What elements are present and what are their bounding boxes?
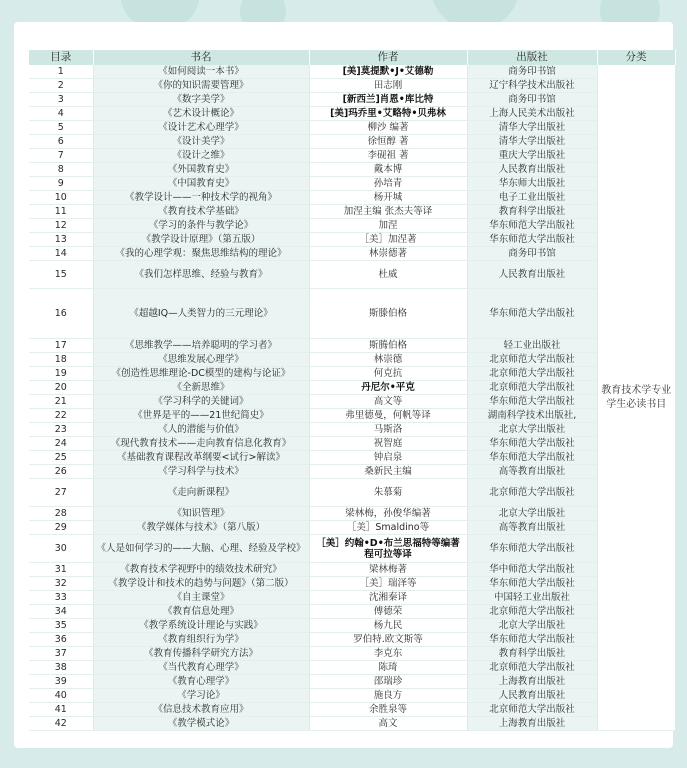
table-row — [29, 107, 675, 121]
book-publisher: 重庆大学出版社 — [467, 149, 597, 163]
book-title: 《教育技术学视野中的绩效技术研究》 — [93, 563, 309, 577]
book-title: 《教学系统设计理论与实践》 — [93, 619, 309, 633]
book-author: 桑新民主编 — [309, 465, 467, 479]
book-title: 《基础教育课程改革纲要<试行>解读》 — [93, 451, 309, 465]
book-publisher: 北京师范大学出版社 — [467, 381, 597, 395]
row-number: 38 — [29, 661, 93, 675]
book-title: 《教学设计原理》（第五版） — [93, 233, 309, 247]
book-author: 梁林梅，孙俊华编著 — [309, 507, 467, 521]
row-number: 11 — [29, 205, 93, 219]
book-author: 杨开城 — [309, 191, 467, 205]
row-number: 29 — [29, 521, 93, 535]
book-title: 《艺术设计概论》 — [93, 107, 309, 121]
book-author: 陈琦 — [309, 661, 467, 675]
book-publisher: 清华大学出版社 — [467, 121, 597, 135]
table-row — [29, 191, 675, 205]
book-title: 《人的潜能与价值》 — [93, 423, 309, 437]
book-publisher: 辽宁科学技术出版社 — [467, 79, 597, 93]
table-row — [29, 563, 675, 577]
book-title: 《教学设计和技术的趋势与问题》（第二版） — [93, 577, 309, 591]
table-row — [29, 437, 675, 451]
book-author: 弗里德曼，何帆等译 — [309, 409, 467, 423]
row-number: 9 — [29, 177, 93, 191]
row-number: 21 — [29, 395, 93, 409]
table-row — [29, 661, 675, 675]
row-number: 31 — [29, 563, 93, 577]
book-title: 《信息技术教育应用》 — [93, 703, 309, 717]
book-publisher: 教育科学出版社 — [467, 647, 597, 661]
book-author: 李克东 — [309, 647, 467, 661]
table-row — [29, 423, 675, 437]
table-row — [29, 177, 675, 191]
table-row — [29, 619, 675, 633]
book-publisher: 高等教育出版社 — [467, 465, 597, 479]
book-title: 《我们怎样思维、经验与教育》 — [93, 261, 309, 289]
book-title: 《超越IQ—人类智力的三元理论》 — [93, 289, 309, 339]
table-row — [29, 339, 675, 353]
row-number: 22 — [29, 409, 93, 423]
book-publisher: 北京师范大学出版社 — [467, 367, 597, 381]
book-author: 梁林梅著 — [309, 563, 467, 577]
book-publisher: 中国轻工业出版社 — [467, 591, 597, 605]
book-publisher: 北京师范大学出版社 — [467, 353, 597, 367]
book-author: 田志刚 — [309, 79, 467, 93]
row-number: 41 — [29, 703, 93, 717]
book-publisher: 上海教育出版社 — [467, 675, 597, 689]
table-row — [29, 261, 675, 289]
book-author: 柳沙 编著 — [309, 121, 467, 135]
book-author: 高文 — [309, 717, 467, 731]
book-author: ［美］Smaldino等 — [309, 521, 467, 535]
book-publisher: 人民教育出版社 — [467, 261, 597, 289]
row-number: 15 — [29, 261, 93, 289]
table-row — [29, 219, 675, 233]
book-author: 罗伯特.欧文斯等 — [309, 633, 467, 647]
book-publisher: 清华大学出版社 — [467, 135, 597, 149]
row-number: 19 — [29, 367, 93, 381]
table-row — [29, 591, 675, 605]
book-title: 《设计之维》 — [93, 149, 309, 163]
book-publisher: 华东师范大学出版社 — [467, 437, 597, 451]
book-author: ［美］瑞泽等 — [309, 577, 467, 591]
row-number: 40 — [29, 689, 93, 703]
table-row — [29, 465, 675, 479]
book-author: 马斯洛 — [309, 423, 467, 437]
book-publisher: 北京大学出版社 — [467, 619, 597, 633]
book-publisher: 人民教育出版社 — [467, 163, 597, 177]
book-title: 《教学模式论》 — [93, 717, 309, 731]
table-row — [29, 633, 675, 647]
book-author: 加涅主编 张杰夫等译 — [309, 205, 467, 219]
table-row — [29, 675, 675, 689]
table-row — [29, 535, 675, 563]
table-row — [29, 247, 675, 261]
book-publisher: 人民教育出版社 — [467, 689, 597, 703]
book-publisher: 华东师范大学出版社 — [467, 535, 597, 563]
book-publisher: 高等教育出版社 — [467, 521, 597, 535]
table-row — [29, 289, 675, 339]
book-title: 《教育组织行为学》 — [93, 633, 309, 647]
book-title: 《人是如何学习的——大脑、心理、经验及学校》 — [93, 535, 309, 563]
row-number: 3 — [29, 93, 93, 107]
book-title: 《设计艺术心理学》 — [93, 121, 309, 135]
row-number: 27 — [29, 479, 93, 507]
book-publisher: 商务印书馆 — [467, 247, 597, 261]
header-category: 分类 — [597, 50, 675, 65]
book-publisher: 北京师范大学出版社 — [467, 703, 597, 717]
book-publisher: 北京师范大学出版社 — [467, 605, 597, 619]
header-publisher: 出版社 — [467, 50, 597, 65]
row-number: 17 — [29, 339, 93, 353]
book-publisher: 教育科学出版社 — [467, 205, 597, 219]
book-author: 斯滕伯格 — [309, 289, 467, 339]
row-number: 24 — [29, 437, 93, 451]
book-title: 《走向新课程》 — [93, 479, 309, 507]
table-row — [29, 205, 675, 219]
table-row — [29, 233, 675, 247]
book-publisher: 轻工业出版社 — [467, 339, 597, 353]
row-number: 34 — [29, 605, 93, 619]
book-publisher: 华中师范大学出版社 — [467, 563, 597, 577]
row-number: 42 — [29, 717, 93, 731]
book-author: ［美］约翰•D•布兰思福特等编著 程可拉等译 — [309, 535, 467, 563]
table-row — [29, 717, 675, 731]
row-number: 12 — [29, 219, 93, 233]
book-title: 《我的心理学观：聚焦思维结构的理论》 — [93, 247, 309, 261]
book-title: 《思维发展心理学》 — [93, 353, 309, 367]
row-number: 18 — [29, 353, 93, 367]
book-title: 《学习科学与技术》 — [93, 465, 309, 479]
book-title: 《学习论》 — [93, 689, 309, 703]
book-publisher: 湖南科学技术出版社, — [467, 409, 597, 423]
book-title: 《中国教育史》 — [93, 177, 309, 191]
table-row — [29, 507, 675, 521]
category-cell: 教育技术学专业学生必读书目 — [597, 65, 675, 731]
book-title: 《如何阅读一本书》 — [93, 65, 309, 79]
book-author: 林崇德 — [309, 353, 467, 367]
book-title: 《设计美学》 — [93, 135, 309, 149]
book-title: 《思维教学——培养聪明的学习者》 — [93, 339, 309, 353]
table-row — [29, 577, 675, 591]
book-publisher: 北京大学出版社 — [467, 507, 597, 521]
row-number: 23 — [29, 423, 93, 437]
book-author: 杜威 — [309, 261, 467, 289]
book-author: 何克抗 — [309, 367, 467, 381]
book-title: 《教育技术学基础》 — [93, 205, 309, 219]
book-author: 余胜泉等 — [309, 703, 467, 717]
book-author: 李砚祖 著 — [309, 149, 467, 163]
table-row — [29, 163, 675, 177]
book-title: 《知识管理》 — [93, 507, 309, 521]
row-number: 2 — [29, 79, 93, 93]
book-title: 《数字美学》 — [93, 93, 309, 107]
book-publisher: 北京师范大学出版社 — [467, 661, 597, 675]
table-row — [29, 703, 675, 717]
book-list-table — [29, 50, 676, 731]
table-row — [29, 395, 675, 409]
book-title: 《学习的条件与教学论》 — [93, 219, 309, 233]
table-row — [29, 647, 675, 661]
book-publisher: 北京师范大学出版社 — [467, 479, 597, 507]
table-row — [29, 521, 675, 535]
row-number: 7 — [29, 149, 93, 163]
book-title: 《教学设计——一种技术学的视角》 — [93, 191, 309, 205]
header-author: 作者 — [309, 50, 467, 65]
table-row — [29, 605, 675, 619]
book-author: 孙培青 — [309, 177, 467, 191]
book-author: 斯腾伯格 — [309, 339, 467, 353]
book-publisher: 华东师范大学出版社 — [467, 577, 597, 591]
row-number: 1 — [29, 65, 93, 79]
book-publisher: 华东师范大学出版社 — [467, 233, 597, 247]
book-author: [新西兰]肖恩•库比特 — [309, 93, 467, 107]
book-author: 祝智庭 — [309, 437, 467, 451]
book-publisher: 上海人民美术出版社 — [467, 107, 597, 121]
book-title: 《学习科学的关键词》 — [93, 395, 309, 409]
row-number: 28 — [29, 507, 93, 521]
book-title: 《世界是平的——21世纪简史》 — [93, 409, 309, 423]
row-number: 33 — [29, 591, 93, 605]
header-title: 书名 — [93, 50, 309, 65]
row-number: 32 — [29, 577, 93, 591]
table-row — [29, 93, 675, 107]
table-row — [29, 689, 675, 703]
book-publisher: 商务印书馆 — [467, 65, 597, 79]
book-author: [美]玛乔里•艾略特•贝弗林 — [309, 107, 467, 121]
book-title: 《教学媒体与技术》（第八版） — [93, 521, 309, 535]
book-title: 《自主课堂》 — [93, 591, 309, 605]
book-publisher: 华东师范大学出版社 — [467, 395, 597, 409]
book-publisher: 华东师范大学出版社 — [467, 633, 597, 647]
book-author: 丹尼尔•平克 — [309, 381, 467, 395]
book-title: 《全新思维》 — [93, 381, 309, 395]
header-num: 目录 — [29, 50, 93, 65]
book-publisher: 上海教育出版社 — [467, 717, 597, 731]
table-row — [29, 121, 675, 135]
table-row — [29, 79, 675, 93]
book-title: 《教育心理学》 — [93, 675, 309, 689]
table-row — [29, 409, 675, 423]
row-number: 4 — [29, 107, 93, 121]
book-author: 邵瑞珍 — [309, 675, 467, 689]
book-title: 《教育传播科学研究方法》 — [93, 647, 309, 661]
book-title: 《当代教育心理学》 — [93, 661, 309, 675]
book-author: 徐恒醇 著 — [309, 135, 467, 149]
book-publisher: 华东师范大学出版社 — [467, 219, 597, 233]
row-number: 10 — [29, 191, 93, 205]
row-number: 37 — [29, 647, 93, 661]
row-number: 26 — [29, 465, 93, 479]
book-author: 施良方 — [309, 689, 467, 703]
book-author: 加涅 — [309, 219, 467, 233]
table-row — [29, 135, 675, 149]
book-title: 《现代教育技术——走向教育信息化教育》 — [93, 437, 309, 451]
book-publisher: 商务印书馆 — [467, 93, 597, 107]
book-author: 林崇德著 — [309, 247, 467, 261]
row-number: 6 — [29, 135, 93, 149]
row-number: 16 — [29, 289, 93, 339]
book-author: 傅德荣 — [309, 605, 467, 619]
row-number: 13 — [29, 233, 93, 247]
book-publisher: 华东师范大学出版社 — [467, 451, 597, 465]
book-publisher: 北京大学出版社 — [467, 423, 597, 437]
book-author: 沈湘秦译 — [309, 591, 467, 605]
book-publisher: 华东师大出版社 — [467, 177, 597, 191]
table-row — [29, 381, 675, 395]
book-author: 戴本博 — [309, 163, 467, 177]
row-number: 20 — [29, 381, 93, 395]
book-author: ［美］加涅著 — [309, 233, 467, 247]
table-row — [29, 149, 675, 163]
row-number: 35 — [29, 619, 93, 633]
book-author: [美]莫提默•J•艾德勒 — [309, 65, 467, 79]
row-number: 25 — [29, 451, 93, 465]
book-publisher: 华东师范大学出版社 — [467, 289, 597, 339]
book-title: 《外国教育史》 — [93, 163, 309, 177]
book-title: 《你的知识需要管理》 — [93, 79, 309, 93]
row-number: 39 — [29, 675, 93, 689]
book-author: 高文等 — [309, 395, 467, 409]
table-row — [29, 479, 675, 507]
table-row — [29, 367, 675, 381]
book-publisher: 电子工业出版社 — [467, 191, 597, 205]
book-title: 《教育信息处理》 — [93, 605, 309, 619]
table-row — [29, 353, 675, 367]
book-author: 杨九民 — [309, 619, 467, 633]
book-author: 朱慕菊 — [309, 479, 467, 507]
row-number: 14 — [29, 247, 93, 261]
book-title: 《创造性思维理论-DC模型的建构与论证》 — [93, 367, 309, 381]
row-number: 8 — [29, 163, 93, 177]
row-number: 30 — [29, 535, 93, 563]
row-number: 5 — [29, 121, 93, 135]
book-list-card — [14, 22, 673, 748]
row-number: 36 — [29, 633, 93, 647]
book-author: 钟启泉 — [309, 451, 467, 465]
table-header-row — [29, 50, 675, 65]
table-row — [29, 451, 675, 465]
table-row — [29, 65, 675, 79]
